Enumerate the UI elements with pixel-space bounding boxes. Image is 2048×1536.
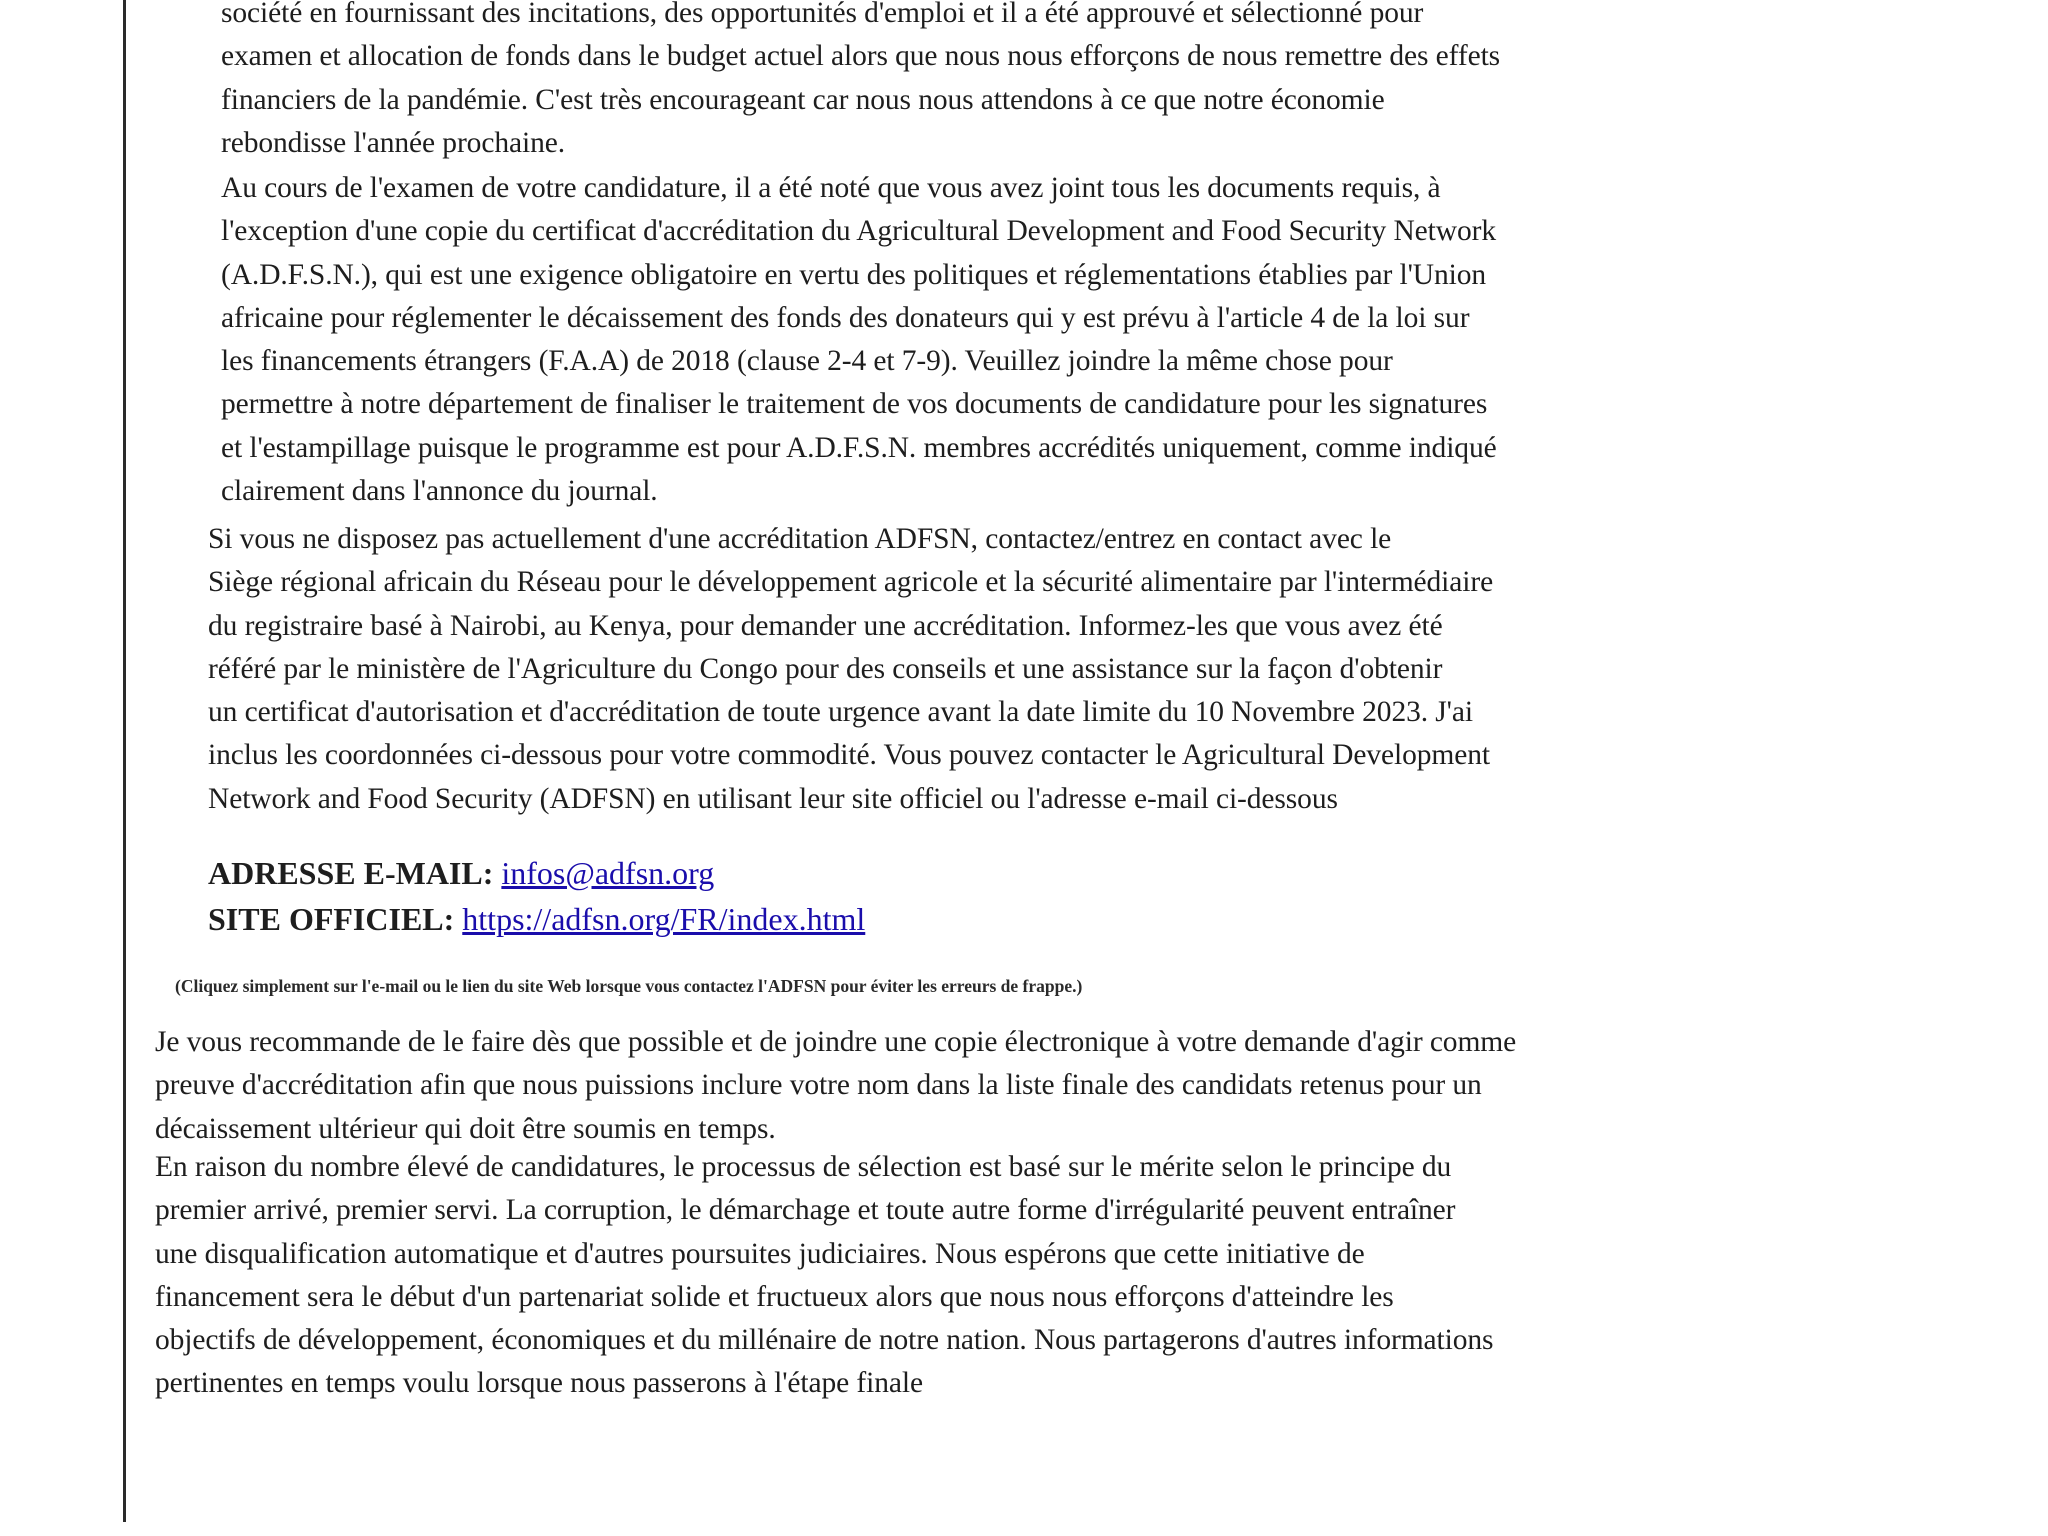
text-line: et l'estampillage puisque le programme est pour A.D.F.S.N. membres accrédités uniquement, comme indiqué [221, 431, 1497, 464]
text-line: En raison du nombre élevé de candidatures, le processus de sélection est basé sur le mérite selon le principe du [155, 1151, 1452, 1183]
text-line: financement sera le début d'un partenariat solide et fructueux alors que nous nous efforçons d'atteindre les [155, 1280, 1394, 1313]
paragraph-selection-process [155, 1146, 1493, 1406]
paragraph-accreditation-instructions [208, 518, 1493, 821]
text-line: premier arrivé, premier servi. La corruption, le démarchage et toute autre forme d'irrégularité peuvent entraîner [155, 1194, 1456, 1227]
text-line: (A.D.F.S.N.), qui est une exigence obligatoire en vertu des politiques et réglementations établies par l'Union [221, 258, 1487, 291]
text-line: permettre à notre département de finaliser le traitement de vos documents de candidature pour les signatures [221, 388, 1488, 421]
text-line: du registraire basé à Nairobi, au Kenya, pour demander une accréditation. Informez-les que vous avez été [208, 609, 1443, 642]
text-line: inclus les coordonnées ci-dessous pour votre commodité. Vous pouvez contacter le Agricultural Development [208, 739, 1490, 772]
text-line: clairement dans l'annonce du journal. [221, 475, 658, 508]
text-line: examen et allocation de fonds dans le budget actuel alors que nous nous efforçons de nous remettre des effets [221, 40, 1501, 73]
text-line: africaine pour réglementer le décaissement des fonds des donateurs qui y est prévu à l'article 4 de la loi sur [221, 301, 1470, 334]
text-line: rebondisse l'année prochaine. [221, 126, 565, 159]
text-line: preuve d'accréditation afin que nous puissions inclure votre nom dans la liste finale des candidats retenus pour un [155, 1069, 1482, 1102]
text-line: référé par le ministère de l'Agriculture du Congo pour des conseils et une assistance sur la façon d'obtenir [208, 652, 1443, 685]
website-label: SITE OFFICIEL: [208, 901, 463, 937]
text-line: Au cours de l'examen de votre candidature, il a été noté que vous avez joint tous les documents requis, à [221, 172, 1441, 204]
paragraph-missing-certificate [221, 167, 1497, 513]
text-line: Siège régional africain du Réseau pour le développement agricole et la sécurité alimentaire par l'intermédiaire [208, 566, 1494, 599]
contact-email-row [208, 855, 714, 892]
text-line: les financements étrangers (F.A.A) de 2018 (clause 2-4 et 7-9). Veuillez joindre la même chose pour [221, 345, 1393, 378]
text-line: décaissement ultérieur qui doit être soumis en temps. [155, 1112, 776, 1145]
text-line: objectifs de développement, économiques et du millénaire de notre nation. Nous partagerons d'autres informations [155, 1324, 1494, 1357]
text-line: financiers de la pandémie. C'est très encourageant car nous nous attendons à ce que notre économie [221, 83, 1385, 116]
email-label: ADRESSE E-MAIL: [208, 855, 502, 891]
text-line: un certificat d'autorisation et d'accréditation de toute urgence avant la date limite du 10 Novembre 2023. J'ai [208, 696, 1473, 729]
contact-website-row [208, 901, 865, 938]
text-line: pertinentes en temps voulu lorsque nous passerons à l'étape finale [155, 1367, 923, 1400]
website-link[interactable]: https://adfsn.org/FR/index.html [462, 901, 866, 937]
text-line: Si vous ne disposez pas actuellement d'une accréditation ADFSN, contactez/entrez en contact avec le [208, 523, 1392, 555]
text-line: une disqualification automatique et d'autres poursuites judiciaires. Nous espérons que cette initiative de [155, 1237, 1365, 1270]
email-link[interactable]: infos@adfsn.org [501, 855, 715, 891]
text-line: Je vous recommande de le faire dès que possible et de joindre une copie électronique à votre demande d'agir comme [155, 1026, 1517, 1058]
click-note: (Cliquez simplement sur l'e-mail ou le lien du site Web lorsque vous contactez l'ADFSN pour éviter les erreurs de frappe.) [175, 976, 1083, 996]
text-line: Network and Food Security (ADFSN) en utilisant leur site officiel ou l'adresse e-mail ci-dessous [208, 782, 1338, 815]
page-left-border [123, 0, 126, 1522]
paragraph-funding-approval [221, 0, 1500, 165]
paragraph-recommendation [155, 1021, 1516, 1151]
text-line: société en fournissant des incitations, des opportunités d'emploi et il a été approuvé et sélectionné pour [221, 0, 1424, 29]
text-line: l'exception d'une copie du certificat d'accréditation du Agricultural Development and Food Security Network [221, 215, 1496, 248]
